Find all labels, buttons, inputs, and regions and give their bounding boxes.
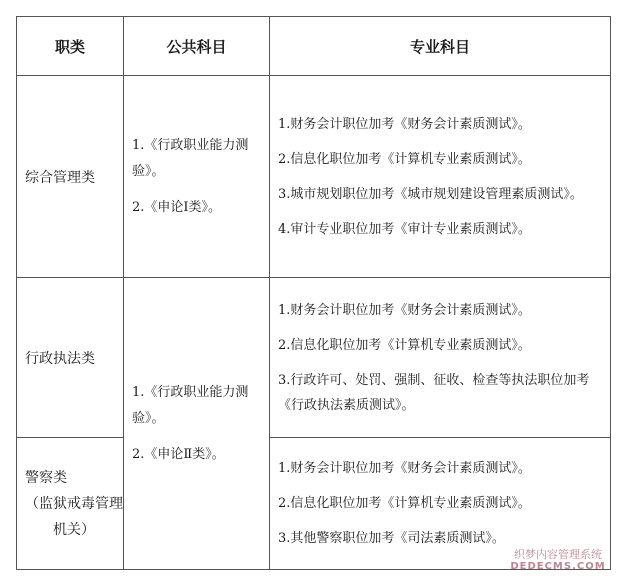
specialized-subjects-cell [270,76,611,278]
specialized-subjects-cell [270,278,611,438]
table-header-row [17,17,611,76]
specialized-subject-item: 1.财务会计职位加考《财务会计素质测试》。 [278,461,531,476]
watermark-logo [506,548,610,573]
table-row [17,278,611,438]
specialized-subject-item: 3.其他警察职位加考《司法素质测试》。 [278,531,505,546]
specialized-subject-item: 2.信息化职位加考《计算机专业素质测试》。 [278,151,531,167]
category-label: 综合管理类 [25,169,95,186]
header-public-subjects: 公共科目 [124,17,270,76]
specialized-subject-item: 1.财务会计职位加考《财务会计素质测试》。 [278,302,531,318]
public-subject-item: 2.《申论Ⅰ类》。 [132,199,222,215]
specialized-subject-item: 3.行政许可、处罚、强制、征收、检查等执法职位加考《行政执法素质测试》。 [278,372,590,413]
public-subjects-cell [124,278,270,570]
specialized-subject-item: 4.审计专业职位加考《审计专业素质测试》。 [278,221,531,237]
category-note: （监狱戒毒管理机关） [25,495,123,538]
public-subject-item: 2.《申论Ⅱ类》。 [132,446,225,462]
category-label: 警察类 [25,469,67,486]
public-subject-item: 1.《行政职业能力测验》。 [132,384,249,426]
watermark-domain: DEDECMS.COM [510,561,606,572]
public-subjects-cell [124,76,270,278]
exam-subjects-table [16,16,611,570]
specialized-subject-item: 2.信息化职位加考《计算机专业素质测试》。 [278,496,531,511]
category-label: 行政执法类 [25,350,95,367]
specialized-subject-item: 1.财务会计职位加考《财务会计素质测试》。 [278,116,531,132]
watermark-text: 织梦内容管理系统 [514,548,602,561]
specialized-subject-item: 3.城市规划职位加考《城市规划建设管理素质测试》。 [278,186,583,202]
header-category: 职类 [17,17,124,76]
category-cell [17,76,124,278]
table-row [17,76,611,278]
category-cell [17,278,124,438]
specialized-subject-item: 2.信息化职位加考《计算机专业素质测试》。 [278,337,531,353]
header-specialized-subjects: 专业科目 [270,17,611,76]
public-subject-item: 1.《行政职业能力测验》。 [132,137,249,179]
category-cell [17,438,124,570]
